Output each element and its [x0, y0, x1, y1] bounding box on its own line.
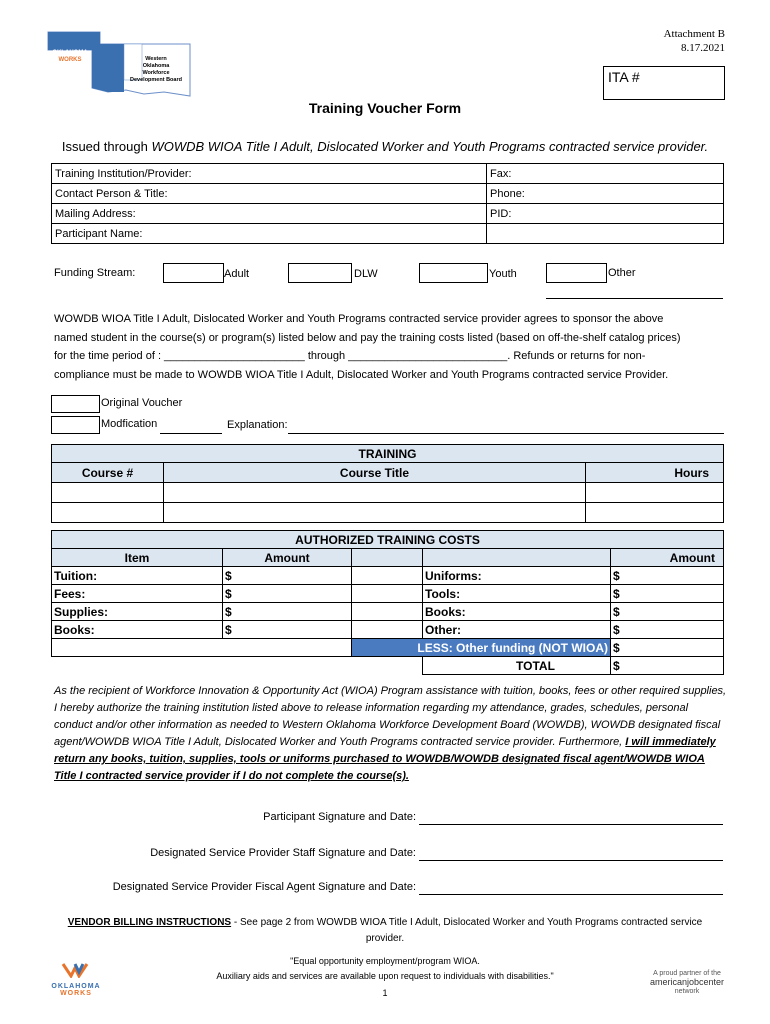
table-row [52, 621, 724, 639]
col-amount: Amount [223, 549, 352, 567]
youth-checkbox[interactable] [419, 263, 488, 283]
cost-item-label: Fees: [52, 585, 223, 603]
cost-item-label: Books: [423, 603, 611, 621]
modification-line[interactable] [160, 433, 222, 434]
mailing-field[interactable] [52, 204, 487, 224]
col-hours: Hours [586, 463, 724, 483]
oklahoma-works-logo [44, 962, 108, 998]
footer-eeo: "Equal opportunity employment/program WIOA. [290, 956, 480, 966]
table-row [52, 603, 724, 621]
oklahoma-works-icon [61, 962, 91, 978]
vendor-instructions [55, 915, 715, 947]
logo-org-line1: Western [145, 56, 167, 62]
attachment-label: Attachment B [663, 28, 725, 40]
ita-label: ITA # [608, 69, 640, 85]
pid-field[interactable] [487, 204, 724, 224]
other-specify-line[interactable] [546, 298, 723, 299]
info-table [51, 163, 724, 244]
table-row [52, 639, 724, 657]
page-number: 1 [382, 988, 388, 998]
footer-logo-left-line2: WORKS [60, 990, 92, 997]
col-amount-2: Amount [611, 549, 724, 567]
other-label: Other [608, 267, 636, 279]
col-course-title: Course Title [164, 463, 586, 483]
table-row [52, 503, 724, 523]
vendor-text: - See page 2 from WOWDB WIOA Title I Adult, Dislocated Worker and Youth Programs contracted service provider. [231, 917, 703, 944]
logo-org-line3: Workforce [142, 70, 170, 76]
participant-label: Participant Name: [55, 227, 143, 240]
phone-field[interactable] [487, 184, 724, 204]
table-row [52, 483, 724, 503]
participant-extra-field[interactable] [487, 224, 724, 244]
agreement-line-3: for the time period of : _______________________ through __________________________. Refunds or returns for non- [54, 350, 646, 362]
less-other-funding: LESS: Other funding (NOT WIOA) [352, 639, 611, 657]
modification-checkbox[interactable] [51, 416, 100, 434]
phone-label: Phone: [490, 187, 525, 200]
cost-item-label: Tuition: [52, 567, 223, 585]
vendor-label: VENDOR BILLING INSTRUCTIONS [67, 917, 232, 928]
agreement-line-2: named student in the course(s) or program(s) listed below and pay the training costs listed (based on off-the-shelf catalog prices) [54, 331, 681, 344]
original-voucher-checkbox[interactable] [51, 395, 100, 413]
logo-partner-line2: americanjobcenter [51, 75, 89, 80]
dlw-label: DLW [354, 268, 378, 280]
training-table [51, 444, 724, 523]
costs-title: AUTHORIZED TRAINING COSTS [52, 531, 724, 549]
hours-cell[interactable] [586, 483, 724, 503]
footer-logo-left-line1: OKLAHOMA [51, 983, 101, 990]
form-title: Training Voucher Form [308, 100, 462, 116]
subtitle-italic: WOWDB WIOA Title I Adult, Dislocated Worker and Youth Programs contracted service provider. [151, 139, 709, 154]
staff-signature-line[interactable] [419, 860, 723, 861]
agreement-paragraph [54, 310, 734, 384]
adult-checkbox[interactable] [163, 263, 224, 283]
cost-item-label: Tools: [423, 585, 611, 603]
form-subtitle [0, 139, 770, 154]
cost-amount-cell[interactable]: $ [223, 621, 352, 639]
footer-logo-right-line3: network [674, 988, 700, 995]
course-title-cell[interactable] [164, 483, 586, 503]
attachment-date: 8.17.2021 [681, 42, 725, 54]
institution-field[interactable] [52, 164, 487, 184]
staff-signature-label: Designated Service Provider Staff Signature and Date: [150, 847, 416, 859]
agreement-line-4: compliance must be made to WOWDB WIOA Title I Adult, Dislocated Worker and Youth Programs contracted service Provider. [54, 368, 669, 381]
table-row [52, 567, 724, 585]
cost-item-label: Other: [423, 621, 611, 639]
cost-amount-cell[interactable]: $ [223, 585, 352, 603]
fiscal-signature-label: Designated Service Provider Fiscal Agent Signature and Date: [112, 881, 416, 893]
fax-field[interactable] [487, 164, 724, 184]
cost-amount-cell[interactable]: $ [611, 603, 724, 621]
footer-logo-right-line2: americanjobcenter [649, 977, 725, 987]
training-title: TRAINING [52, 445, 724, 463]
cost-item-label: Books: [52, 621, 223, 639]
cost-item-label: Uniforms: [423, 567, 611, 585]
american-job-center-logo [640, 969, 734, 996]
table-row [52, 657, 724, 675]
contact-field[interactable] [52, 184, 487, 204]
ita-box[interactable] [603, 66, 725, 100]
wowdb-logo [46, 30, 194, 98]
logo-org-line4: Development Board [130, 77, 182, 83]
table-row [52, 585, 724, 603]
youth-label: Youth [489, 268, 517, 280]
funding-label: Funding Stream: [54, 267, 136, 279]
participant-signature-label: Participant Signature and Date: [263, 811, 416, 823]
cost-amount-cell[interactable]: $ [223, 567, 352, 585]
cost-amount-cell[interactable]: $ [223, 603, 352, 621]
authorization-statement [54, 683, 729, 785]
agreement-line-1: WOWDB WIOA Title I Adult, Dislocated Worker and Youth Programs contracted service provider agrees to sponsor the above [54, 313, 664, 325]
cost-amount-cell[interactable]: $ [611, 585, 724, 603]
original-voucher-label: Original Voucher [101, 397, 183, 409]
pid-label: PID: [490, 207, 512, 220]
statement-text: As the recipient of Workforce Innovation & Opportunity Act (WIOA) Program assistance with tuition, books, fees or other required supplies, I hereby authorize the training institution listed above to release information regarding my attendance, grades, schedules, personal conduct and/or other information as needed to Western Oklahoma Workforce Development Board (WOWDB), WOWDB designated fiscal agent/WOWDB WIOA Title I Adult, Dislocated Worker and Youth Programs contracted service provider. Furthermore, [54, 685, 727, 748]
course-title-cell[interactable] [164, 503, 586, 523]
adult-label: Adult [224, 268, 250, 280]
logo-partner-line3: network [62, 80, 78, 85]
logo-left-line2: WORKS [58, 57, 82, 63]
cost-item-label: Supplies: [52, 603, 223, 621]
cost-amount-cell[interactable]: $ [611, 567, 724, 585]
fiscal-signature-line[interactable] [419, 894, 723, 895]
col-item: Item [52, 549, 223, 567]
explanation-line[interactable] [288, 433, 724, 434]
contact-label: Contact Person & Title: [55, 187, 168, 200]
logo-partner-line1: A proud partner of the [48, 70, 92, 75]
footer-logo-right-line1: A proud partner of the [653, 970, 721, 977]
total-amount-cell[interactable]: $ [611, 657, 724, 675]
explanation-label: Explanation: [227, 419, 288, 431]
institution-label: Training Institution/Provider: [55, 167, 192, 180]
statement-emphasis: I will immediately return any books, tuition, supplies, tools or uniforms purchased to WOWDB/WOWDB designated fiscal agent/WOWDB WIOA Title I contracted service provider if I do not complete the course(s). [54, 736, 716, 782]
hours-cell[interactable] [586, 503, 724, 523]
participant-field[interactable] [52, 224, 487, 244]
total-label: TOTAL [423, 657, 611, 675]
logo-org-line2: Oklahoma [142, 63, 170, 69]
dlw-checkbox[interactable] [288, 263, 352, 283]
modification-label: Modfication [101, 418, 158, 430]
cost-amount-cell[interactable]: $ [611, 621, 724, 639]
less-amount-cell[interactable]: $ [611, 639, 724, 657]
footer-aux: Auxiliary aids and services are available upon request to individuals with disabilities." [216, 971, 554, 981]
other-checkbox[interactable] [546, 263, 607, 283]
subtitle-prefix: Issued through [61, 139, 152, 154]
course-num-cell[interactable] [52, 503, 164, 523]
mailing-label: Mailing Address: [55, 207, 136, 220]
footer-notice [180, 954, 590, 1001]
col-course-num: Course # [52, 463, 164, 483]
course-num-cell[interactable] [52, 483, 164, 503]
fax-label: Fax: [490, 167, 512, 180]
logo-left-line1: OKLAHOMA [52, 50, 88, 56]
costs-table [51, 530, 724, 675]
participant-signature-line[interactable] [419, 824, 723, 825]
